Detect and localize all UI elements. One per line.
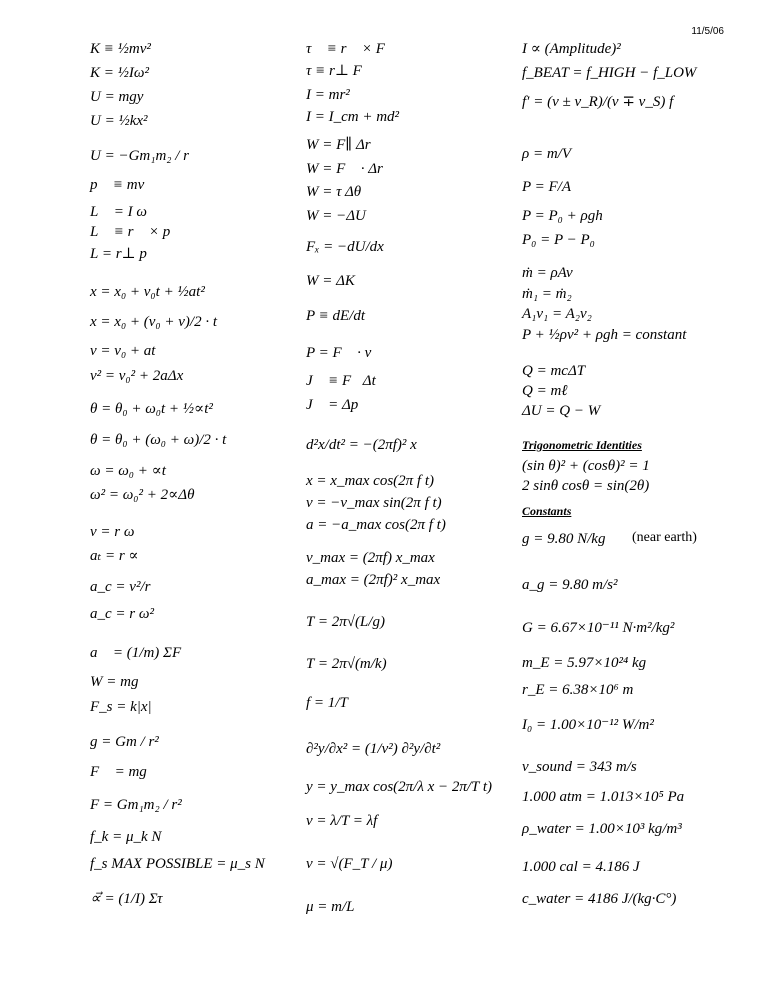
equation: W = −ΔU bbox=[306, 208, 366, 224]
equation: I = I_cm + md² bbox=[306, 109, 400, 125]
equation: F⃗ = mg⃗ bbox=[90, 764, 159, 780]
equation: f_s MAX POSSIBLE = μ_s N bbox=[90, 856, 265, 872]
equation: Fₓ = −dU/dx bbox=[306, 239, 384, 255]
equation: U = −Gm₁m₂ / r bbox=[90, 148, 190, 164]
equation: W = mg bbox=[90, 674, 139, 690]
equation: ∝⃗ = (1/I) Στ⃗ bbox=[90, 891, 175, 907]
constant: a_g = 9.80 m/s² bbox=[522, 577, 618, 593]
equation: F_s = k|x| bbox=[90, 699, 152, 715]
equation: K = ½Iω² bbox=[90, 65, 149, 81]
date-label: 11/5/06 bbox=[691, 26, 724, 37]
equation: a⃗ = (1/m) ΣF⃗ bbox=[90, 645, 193, 661]
equation: f = 1/T bbox=[306, 695, 348, 711]
equation: v_max = (2πf) x_max bbox=[306, 550, 435, 566]
equation: W = ΔK bbox=[306, 273, 355, 289]
equation: a_max = (2πf)² x_max bbox=[306, 572, 441, 588]
equation: θ = θ₀ + (ω₀ + ω)/2 · t bbox=[90, 432, 227, 448]
equation: A₁v₁ = A₂v₂ bbox=[522, 306, 592, 322]
equation: d²x/dt² = −(2πf)² x bbox=[306, 437, 417, 453]
trig-identity: (sin θ)² + (cosθ)² = 1 bbox=[522, 458, 650, 474]
equation: ρ = m/V bbox=[522, 146, 571, 162]
equation: Q = mℓ bbox=[522, 383, 568, 399]
equation: J⃗ ≡ F⃗Δt bbox=[306, 373, 376, 389]
equation: ∂²y/∂x² = (1/v²) ∂²y/∂t² bbox=[306, 741, 441, 757]
equation: T = 2π√(L/g) bbox=[306, 614, 385, 630]
constants-heading: Constants bbox=[522, 504, 572, 518]
equation: T = 2π√(m/k) bbox=[306, 656, 387, 672]
equation: v² = v₀² + 2aΔx bbox=[90, 368, 184, 384]
equation: v = v₀ + at bbox=[90, 343, 156, 359]
equation: I ∝ (Amplitude)² bbox=[522, 41, 621, 57]
equation: U = mgy bbox=[90, 89, 144, 105]
equation: W = F⃗ · Δr⃗ bbox=[306, 161, 395, 177]
equation: aₜ = r ∝ bbox=[90, 548, 139, 564]
constant: r_E = 6.38×10⁶ m bbox=[522, 682, 634, 698]
equation: x = x_max cos(2π f t) bbox=[306, 473, 435, 489]
equation: f_BEAT = f_HIGH − f_LOW bbox=[522, 65, 697, 81]
equation: v = √(F_T / μ) bbox=[306, 856, 393, 872]
equation: x = x₀ + v₀t + ½at² bbox=[90, 284, 205, 300]
equation: v = −v_max sin(2π f t) bbox=[306, 495, 442, 511]
equation: a_c = r ω² bbox=[90, 606, 154, 622]
constant: c_water = 4186 J/(kg·C°) bbox=[522, 891, 677, 907]
equation: L⃗ = I ω⃗ bbox=[90, 204, 159, 220]
equation: p⃗ ≡ mv⃗ bbox=[90, 177, 156, 193]
trig-identities-heading: Trigonometric Identities bbox=[522, 438, 642, 452]
trig-identity: 2 sinθ cosθ = sin(2θ) bbox=[522, 478, 650, 494]
constant: m_E = 5.97×10²⁴ kg bbox=[522, 655, 647, 671]
equation: W = τ Δθ bbox=[306, 184, 362, 200]
equation: a_c = v²/r bbox=[90, 579, 151, 595]
equation: P + ½ρv² + ρgh = constant bbox=[522, 327, 687, 343]
equation: ṁ = ρAv bbox=[522, 265, 573, 281]
constant: 1.000 atm = 1.013×10⁵ Pa bbox=[522, 789, 685, 805]
equation: L⃗ ≡ r⃗ × p⃗ bbox=[90, 224, 182, 240]
equation: W = F∥ Δr bbox=[306, 137, 371, 153]
equation: v = λ/T = λf bbox=[306, 813, 378, 829]
equation: μ = m/L bbox=[306, 899, 355, 915]
equation: f_k = μ_k N bbox=[90, 829, 162, 845]
constant: G = 6.67×10⁻¹¹ N·m²/kg² bbox=[522, 620, 675, 636]
equation: Q = mcΔT bbox=[522, 363, 586, 379]
equation: θ = θ₀ + ω₀t + ½∝t² bbox=[90, 401, 213, 417]
equation: v = r ω bbox=[90, 524, 135, 540]
equation: L = r⊥ p bbox=[90, 246, 147, 262]
equation: U = ½kx² bbox=[90, 113, 148, 129]
constant: I₀ = 1.00×10⁻¹² W/m² bbox=[522, 717, 654, 733]
equation: P₀ = P − P₀ bbox=[522, 232, 595, 248]
equation: K ≡ ½mv² bbox=[90, 41, 151, 57]
near-earth-note: (near earth) bbox=[632, 530, 697, 545]
equation: F = Gm₁m₂ / r² bbox=[90, 797, 182, 813]
equation: P = F/A bbox=[522, 179, 572, 195]
equation: x = x₀ + (v₀ + v)/2 · t bbox=[90, 314, 218, 330]
equation: ΔU = Q − W bbox=[522, 403, 601, 419]
constant: 1.000 cal = 4.186 J bbox=[522, 859, 640, 875]
constant: g = 9.80 N/kg bbox=[522, 531, 606, 547]
equation: P = F⃗ · v⃗ bbox=[306, 345, 383, 361]
equation: a = −a_max cos(2π f t) bbox=[306, 517, 446, 533]
equation: y = y_max cos(2π/λ x − 2π/T t) bbox=[306, 779, 493, 795]
equation: P ≡ dE/dt bbox=[306, 308, 366, 324]
equation: ω² = ω₀² + 2∝Δθ bbox=[90, 487, 195, 503]
equation: ṁ₁ = ṁ₂ bbox=[522, 286, 572, 302]
equation: J⃗ = Δp⃗ bbox=[306, 397, 370, 413]
equation: g = Gm / r² bbox=[90, 734, 159, 750]
equation: τ ≡ r⊥ F bbox=[306, 63, 362, 79]
equation: P = P₀ + ρgh bbox=[522, 208, 603, 224]
constant: ρ_water = 1.00×10³ kg/m³ bbox=[522, 821, 682, 837]
equation: f′ = (v ± v_R)/(v ∓ v_S) f bbox=[522, 94, 674, 110]
equation: τ⃗ ≡ r⃗ × F⃗ bbox=[306, 41, 397, 57]
constant: v_sound = 343 m/s bbox=[522, 759, 637, 775]
equation: ω = ω₀ + ∝t bbox=[90, 463, 166, 479]
equation: I = mr² bbox=[306, 87, 350, 103]
